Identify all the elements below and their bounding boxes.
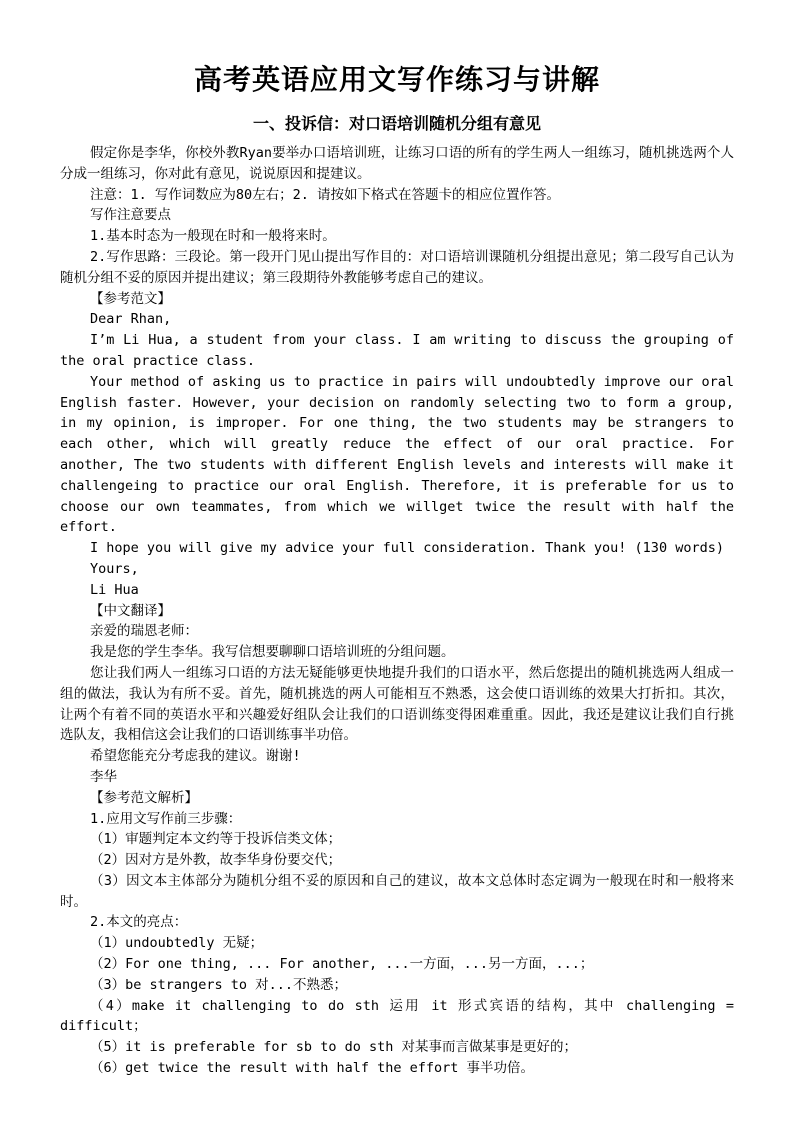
letter-paragraph-2: Your method of asking us to practice in pairs will undoubtedly improve our oral English faster. However, your decision on randomly selecting two to form a group, in my opinion, is improper. For one thing, the two students may be strangers to each other, which will greatly reduce the effect of our oral practice. For another, The two students with different English levels and interests will make it challengeing to practice our oral English. Therefore, it is preferable for us to choose our own teammates, from which we willget twice the result with half the effort. (60, 373, 734, 536)
highlight-2: （2）For one thing, ... For another, ...一方面，...另一方面，...； (90, 956, 594, 973)
highlight-5: （5）it is preferable for sb to do sth 对某事而言做某事是更好的； (90, 1039, 577, 1056)
section-title: 一、投诉信：对口语培训随机分组有意见 (252, 114, 541, 133)
model-heading: 【参考范文】 (90, 290, 171, 307)
translation-paragraph-3: 希望您能充分考虑我的建议。谢谢! (90, 748, 301, 765)
translation-paragraph-2: 您让我们两人一组练习口语的方法无疑能够更快地提升我们的口语水平，然后您提出的随机挑选两人组成一组的做法，我认为有所不妥。首先，随机挑选的两人可能相互不熟悉，这会使口语训练的效果大打折扣。其次，让两个有着不同的英语水平和兴趣爱好组队会让我们的口语训练变得困难重重。因此，我还是建议让我们自行挑选队友，我相信这会让我们的口语训练事半功倍。 (60, 664, 734, 744)
analysis-steps-heading: 1.应用文写作前三步骤： (90, 810, 242, 827)
highlights-heading: 2.本文的亮点： (90, 914, 188, 931)
analysis-heading: 【参考范文解析】 (90, 789, 198, 806)
translation-salutation: 亲爱的瑞恩老师： (90, 623, 198, 640)
page-title: 高考英语应用文写作练习与讲解 (193, 63, 600, 96)
letter-paragraph-3: I hope you will give my advice your full consideration. Thank you! (130 words) (90, 540, 724, 557)
translation-signature: 李华 (90, 768, 117, 785)
highlight-3: （3）be strangers to 对...不熟悉； (90, 976, 348, 993)
letter-closing: Yours, (90, 560, 139, 577)
letter-paragraph-1: I’m Li Hua, a student from your class. I am writing to discuss the grouping of the oral practice class. (60, 332, 734, 369)
analysis-step-2: （2）因对方是外教，故李华身份要交代； (90, 852, 342, 869)
analysis-step-1: （1）审题判定本文约等于投诉信类文体； (90, 831, 342, 848)
letter-signature: Li Hua (90, 581, 139, 598)
translation-paragraph-1: 我是您的学生李华。我写信想要聊聊口语培训班的分组问题。 (90, 644, 455, 661)
points-heading: 写作注意要点 (90, 207, 171, 224)
highlight-1: （1）undoubtedly 无疑； (90, 935, 264, 952)
highlight-4: （4）make it challenging to do sth 运用 it 形式宾语的结构，其中 challenging = difficult； (60, 997, 734, 1035)
analysis-step-3: （3）因文本主体部分为随机分组不妥的原因和自己的建议，故本文总体时态定调为一般现在时和一般将来时。 (60, 872, 734, 910)
translation-heading: 【中文翻译】 (90, 602, 171, 619)
point-tense: 1.基本时态为一般现在时和一般将来时。 (90, 228, 336, 245)
note-paragraph: 注意：1. 写作词数应为80左右；2. 请按如下格式在答题卡的相应位置作答。 (90, 186, 561, 203)
letter-salutation: Dear Rhan, (90, 311, 172, 328)
task-paragraph: 假定你是李华，你校外教Ryan要举办口语培训班，让练习口语的所有的学生两人一组练习，随机挑选两个人分成一组练习，你对此有意见，说说原因和提建议。 (60, 145, 734, 182)
point-structure: 2.写作思路：三段论。第一段开门见山提出写作目的：对口语培训课随机分组提出意见；第二段写自己认为随机分组不妥的原因并提出建议；第三段期待外教能够考虑自己的建议。 (60, 248, 734, 286)
document-body (60, 143, 734, 1079)
highlight-6: （6）get twice the result with half the effort 事半功倍。 (90, 1060, 534, 1077)
